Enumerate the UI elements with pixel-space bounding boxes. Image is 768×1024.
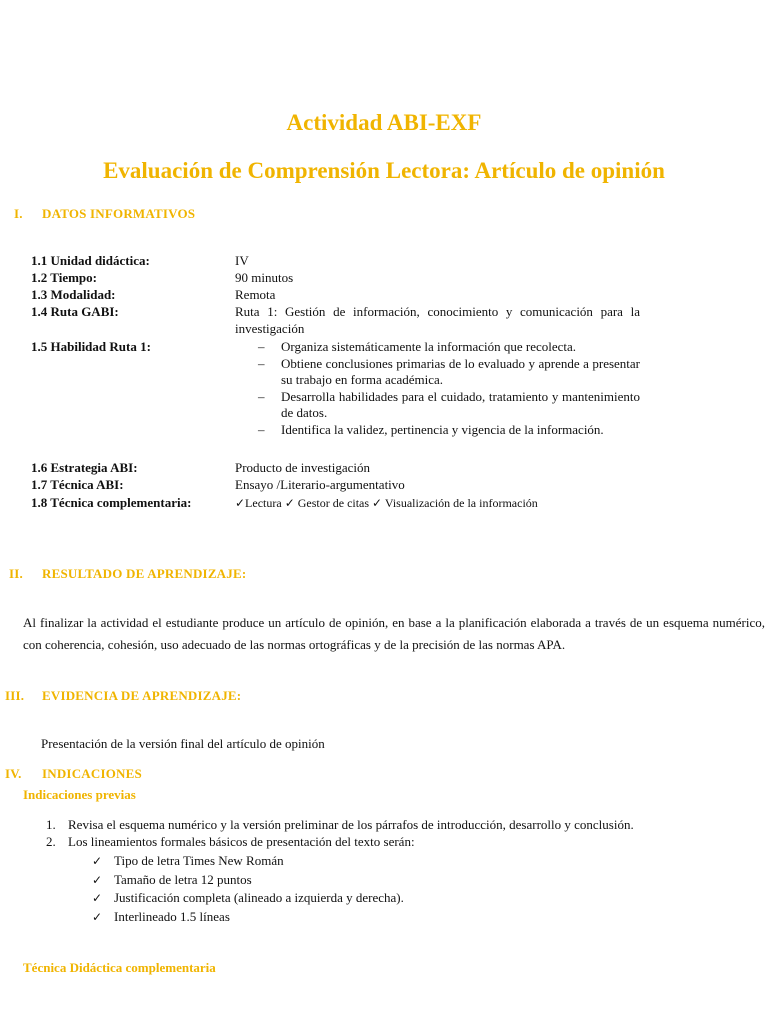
list-item: ✓ Tipo de letra Times New Román bbox=[92, 852, 404, 871]
section-heading-indicaciones bbox=[5, 766, 142, 782]
section-number: I. bbox=[14, 206, 23, 221]
checkmark-icon: ✓ bbox=[92, 891, 103, 905]
info-value: IV bbox=[235, 253, 249, 268]
section-number: II. bbox=[9, 566, 23, 581]
info-label: 1.1 Unidad didáctica: bbox=[31, 253, 150, 268]
section-number: IV. bbox=[5, 766, 22, 781]
dash-bullet: – bbox=[258, 421, 265, 437]
info-value-ruta: Ruta 1: Gestión de información, conocimiento y comunicación para la investigación bbox=[235, 304, 640, 336]
lineamientos-list bbox=[92, 852, 404, 926]
info-value: Ensayo /Literario-argumentativo bbox=[235, 477, 405, 492]
info-label: 1.7 Técnica ABI: bbox=[31, 477, 124, 492]
subheading-tecnica-didactica: Técnica Didáctica complementaria bbox=[23, 960, 216, 975]
info-label: 1.6 Estrategia ABI: bbox=[31, 460, 138, 475]
info-label: 1.8 Técnica complementaria: bbox=[31, 495, 192, 510]
checkmark-icon: ✓ bbox=[92, 854, 103, 868]
list-item: 1. Revisa el esquema numérico y la versión preliminar de los párrafos de introducción, desarrollo y conclusión. bbox=[46, 817, 634, 832]
section-label: RESULTADO DE APRENDIZAJE: bbox=[42, 566, 247, 581]
info-label: 1.4 Ruta GABI: bbox=[31, 304, 119, 319]
list-item: 2. Los lineamientos formales básicos de presentación del texto serán: bbox=[46, 833, 415, 849]
dash-bullet: – bbox=[258, 388, 265, 404]
resultado-paragraph: Al finalizar la actividad el estudiante produce un artículo de opinión, en base a la planificación elaborada a través de un esquema numérico, con coherencia, cohesión, uso adecuado de las normas ortográficas y de la precisión de las normas APA. bbox=[23, 615, 765, 652]
info-value: Producto de investigación bbox=[235, 460, 371, 475]
list-item: – Organiza sistemáticamente la información que recolecta. bbox=[258, 339, 577, 354]
list-item: – Obtiene conclusiones primarias de lo evaluado y aprende a presentar su trabajo en forma académica. bbox=[258, 355, 640, 387]
document-subtitle: Evaluación de Comprensión Lectora: Artículo de opinión bbox=[103, 158, 665, 183]
list-item: ✓ Tamaño de letra 12 puntos bbox=[92, 871, 404, 890]
info-label: 1.5 Habilidad Ruta 1: bbox=[31, 339, 151, 354]
list-item: ✓ Interlineado 1.5 líneas bbox=[92, 908, 404, 927]
section-heading-evidencia bbox=[5, 688, 241, 704]
info-value: ✓Lectura ✓ Gestor de citas ✓ Visualización de la información bbox=[235, 496, 538, 510]
info-value: Remota bbox=[235, 287, 276, 302]
info-label: 1.2 Tiempo: bbox=[31, 270, 97, 285]
evidencia-paragraph: Presentación de la versión final del artículo de opinión bbox=[41, 736, 325, 751]
info-value: 90 minutos bbox=[235, 270, 294, 285]
indicaciones-list bbox=[46, 817, 634, 850]
list-item: ✓ Justificación completa (alineado a izquierda y derecha). bbox=[92, 889, 404, 908]
section-label: INDICACIONES bbox=[42, 766, 142, 781]
checkmark-icon: ✓ bbox=[92, 872, 103, 887]
document-title: Actividad ABI-EXF bbox=[286, 110, 482, 135]
dash-bullet: – bbox=[258, 355, 265, 371]
list-item: – Identifica la validez, pertinencia y vigencia de la información. bbox=[258, 421, 604, 437]
dash-bullet: – bbox=[258, 339, 265, 354]
checkmark-icon: ✓ bbox=[92, 909, 103, 924]
section-heading-resultado bbox=[9, 566, 246, 582]
subheading-indicaciones-previas: Indicaciones previas bbox=[23, 787, 136, 802]
section-label: DATOS INFORMATIVOS bbox=[42, 206, 196, 221]
section-heading-datos bbox=[14, 206, 195, 222]
habilidad-list bbox=[258, 339, 640, 438]
section-label: EVIDENCIA DE APRENDIZAJE: bbox=[42, 688, 242, 703]
list-item: – Desarrolla habilidades para el cuidado, tratamiento y mantenimiento de datos. bbox=[258, 388, 640, 420]
section-number: III. bbox=[5, 688, 25, 703]
info-label: 1.3 Modalidad: bbox=[31, 287, 116, 302]
